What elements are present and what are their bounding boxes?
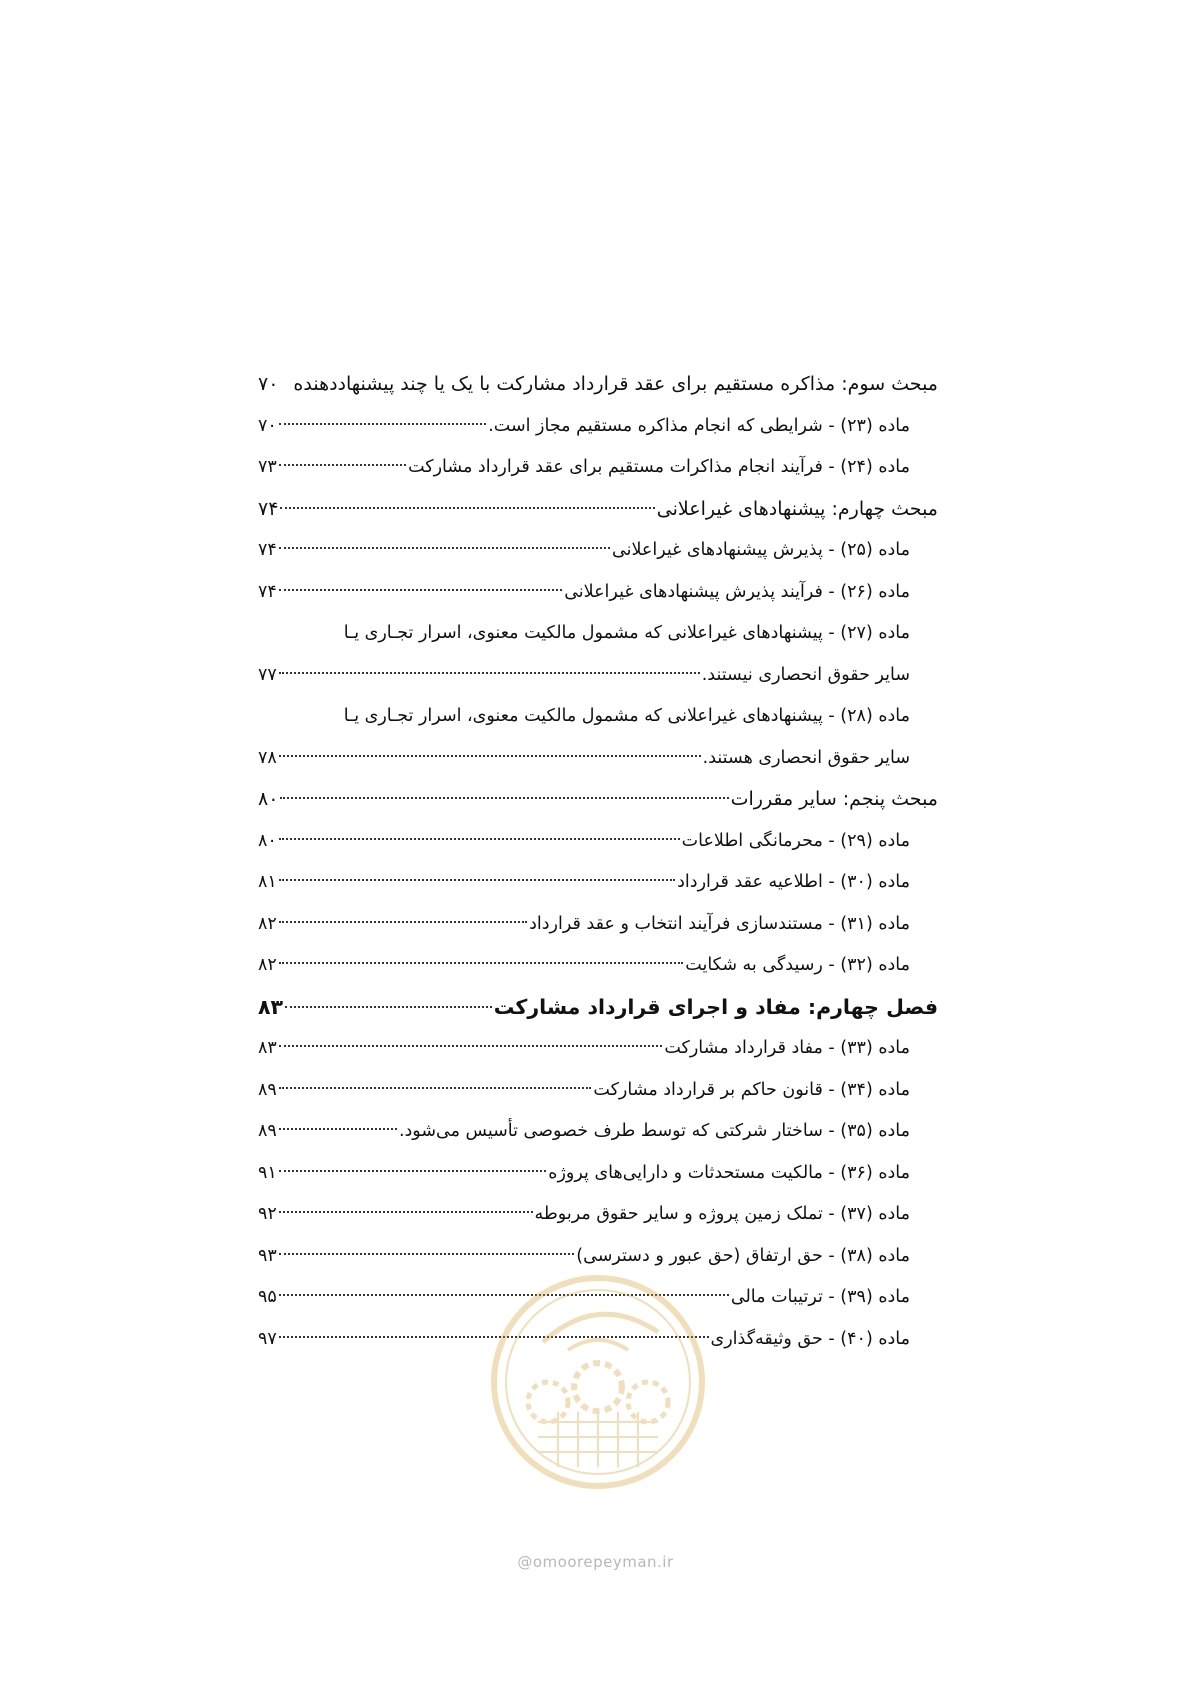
toc-entry-title: فصل چهارم: مفاد و اجرای قرارداد مشارکت xyxy=(493,994,938,1019)
toc-entry-page: ۹۷ xyxy=(258,1328,277,1349)
toc-entry-title: ماده (۳۱) - مستندسازی فرآیند انتخاب و عقد قرارداد xyxy=(529,913,910,934)
toc-entry-section xyxy=(258,489,938,531)
toc-entry-page: ۸۹ xyxy=(258,1121,277,1141)
dot-leader xyxy=(279,838,680,840)
toc-entry-cont xyxy=(258,655,938,697)
toc-entry-page: ۹۵ xyxy=(258,1287,277,1307)
toc-entry-article xyxy=(258,945,938,987)
toc-entry-title: ماده (۲۸) - پیشنهادهای غیراعلانی که مشمول مالکیت معنوی، اسرار تجـاری یـا xyxy=(343,706,910,726)
toc-entry-page: ۹۱ xyxy=(258,1162,277,1183)
toc-entry-page: ۷۰ xyxy=(258,415,277,436)
toc-entry-title: ماده (۲۴) - فرآیند انجام مذاکرات مستقیم برای عقد قرارداد مشارکت xyxy=(408,457,910,477)
toc-entry-page: ۹۲ xyxy=(258,1204,277,1224)
dot-leader xyxy=(279,921,527,923)
dot-leader xyxy=(279,755,701,757)
toc-entry-page: ۷۴ xyxy=(258,540,277,560)
toc-entry-section xyxy=(258,779,938,821)
toc-entry-article xyxy=(258,447,938,489)
toc-entry-section xyxy=(258,364,938,406)
toc-entry-title: ماده (۳۰) - اطلاعیه عقد قرارداد xyxy=(677,872,910,892)
toc-entry-article xyxy=(258,862,938,904)
toc-entry-page: ۷۴ xyxy=(258,581,277,602)
dot-leader xyxy=(279,879,675,881)
toc-entry-article xyxy=(258,821,938,863)
toc-entry-article xyxy=(258,1236,938,1278)
toc-entry-page: ۸۰ xyxy=(258,788,279,810)
toc-entry-title: مبحث چهارم: پیشنهادهای غیراعلانی xyxy=(656,497,938,520)
toc-entry-page: ۷۴ xyxy=(258,497,279,520)
dot-leader xyxy=(279,1211,533,1213)
dot-leader xyxy=(279,1128,397,1130)
toc-entry-article xyxy=(258,1111,938,1153)
toc-entry-article xyxy=(258,613,938,655)
toc-entry-page: ۷۳ xyxy=(258,457,277,477)
watermark-website: @omoorepeyman.ir xyxy=(517,1553,674,1571)
toc-entry-page: ۸۲ xyxy=(258,955,277,975)
toc-entry-article xyxy=(258,530,938,572)
watermark-logo xyxy=(488,1272,708,1492)
dot-leader xyxy=(279,589,562,591)
toc-entry-page: ۸۳ xyxy=(258,994,284,1019)
toc-entry-cont xyxy=(258,738,938,780)
toc-entry-title: ماده (۳۲) - رسیدگی به شکایت xyxy=(685,955,910,975)
toc-entry-article xyxy=(258,572,938,614)
toc-entry-title: ماده (۳۹) - ترتیبات مالی xyxy=(730,1287,910,1307)
toc-entry-title: ماده (۳۳) - مفاد قرارداد مشارکت xyxy=(664,1038,910,1058)
toc-entry-page: ۸۳ xyxy=(258,1038,277,1058)
dot-leader xyxy=(279,1170,546,1172)
toc-entry-title: ماده (۲۶) - فرآیند پذیرش پیشنهادهای غیراعلانی xyxy=(564,581,910,602)
toc-entry-page: ۷۷ xyxy=(258,664,277,685)
toc-entry-chapter xyxy=(258,987,938,1029)
toc-entry-article xyxy=(258,1194,938,1236)
toc-entry-title: ماده (۳۸) - حق ارتفاق (حق عبور و دسترسی) xyxy=(576,1245,910,1266)
toc-entry-page: ۸۰ xyxy=(258,830,277,851)
dot-leader xyxy=(279,1087,592,1089)
toc-entry-article xyxy=(258,1070,938,1112)
toc-entry-article xyxy=(258,1028,938,1070)
dot-leader xyxy=(279,547,610,549)
toc-entry-title: سایر حقوق انحصاری هستند. xyxy=(702,747,910,768)
toc-entry-title: مبحث پنجم: سایر مقررات xyxy=(730,788,938,810)
toc-entry-title: ماده (۳۴) - قانون حاکم بر قرارداد مشارکت xyxy=(593,1079,910,1100)
toc-entry-title: ماده (۴۰) - حق وثیقه‌گذاری xyxy=(710,1328,910,1349)
toc-entry-title: ماده (۳۶) - مالکیت مستحدثات و دارایی‌های پروژه xyxy=(548,1162,910,1183)
toc-entry-article xyxy=(258,406,938,448)
toc-entry-page: ۷۰ xyxy=(258,373,279,395)
dot-leader xyxy=(285,1006,492,1008)
toc-entry-page: ۸۱ xyxy=(258,872,277,892)
toc-entry-title: مبحث سوم: مذاکره مستقیم برای عقد قرارداد مشارکت با یک یا چند پیشنهاددهنده xyxy=(293,373,938,395)
dot-leader xyxy=(279,962,683,964)
toc-entry-page: ۸۲ xyxy=(258,913,277,934)
table-of-contents xyxy=(258,364,938,1360)
dot-leader xyxy=(279,672,700,674)
toc-entry-title: سایر حقوق انحصاری نیستند. xyxy=(701,664,910,685)
dot-leader xyxy=(279,464,406,466)
toc-entry-title: ماده (۲۵) - پذیرش پیشنهادهای غیراعلانی xyxy=(612,540,910,560)
toc-entry-title: ماده (۲۳) - شرایطی که انجام مذاکره مستقیم مجاز است. xyxy=(488,415,910,436)
toc-entry-article xyxy=(258,904,938,946)
toc-entry-page: ۸۹ xyxy=(258,1079,277,1100)
dot-leader xyxy=(279,423,486,425)
toc-entry-article xyxy=(258,1153,938,1195)
toc-entry-page: ۷۸ xyxy=(258,747,277,768)
toc-entry-page: ۹۳ xyxy=(258,1245,277,1266)
toc-entry-title: ماده (۳۷) - تملک زمین پروژه و سایر حقوق مربوطه xyxy=(534,1204,910,1224)
toc-entry-title: ماده (۲۹) - محرمانگی اطلاعات xyxy=(681,830,910,851)
toc-entry-article xyxy=(258,696,938,738)
toc-entry-title: ماده (۲۷) - پیشنهادهای غیراعلانی که مشمول مالکیت معنوی، اسرار تجـاری یـا xyxy=(343,623,910,643)
dot-leader xyxy=(280,797,728,799)
toc-entry-title: ماده (۳۵) - ساختار شرکتی که توسط طرف خصوصی تأسیس می‌شود. xyxy=(398,1121,910,1141)
dot-leader xyxy=(280,507,654,509)
dot-leader xyxy=(279,1253,574,1255)
dot-leader xyxy=(279,1045,663,1047)
